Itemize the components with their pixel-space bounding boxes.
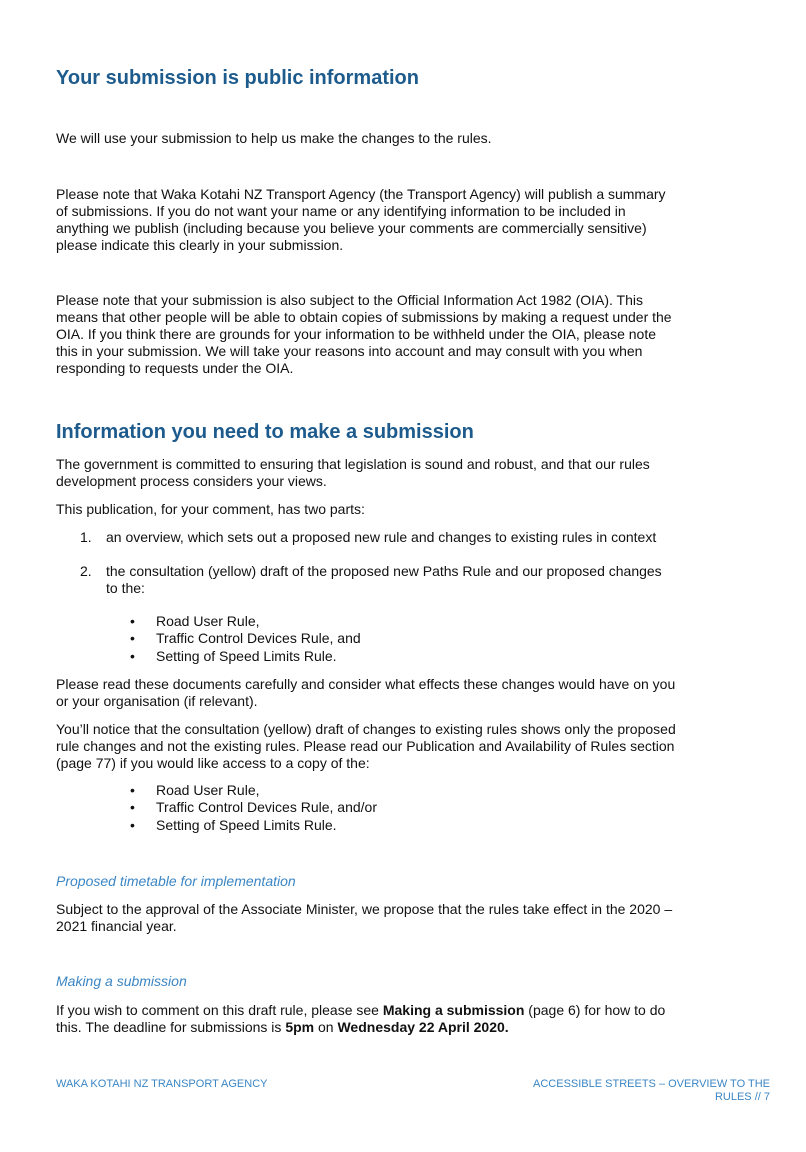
list-number: 1.: [80, 529, 92, 545]
paragraph-yellow-draft: You’ll notice that the consultation (yellow) draft of changes to existing rules shows only the proposed rule changes and not the existing rules. Please read our Publication and Availability of Rules section (page 77) if you would like access to a copy of the:: [56, 721, 676, 771]
deadline-date: Wednesday 22 April 2020.: [337, 1019, 509, 1035]
bullet-item-speed-limits: Setting of Speed Limits Rule.: [156, 817, 337, 833]
paragraph-use-submission: We will use your submission to help us make the changes to the rules.: [56, 130, 492, 146]
subheading-timetable: Proposed timetable for implementation: [56, 873, 296, 889]
paragraph-read-documents: Please read these documents carefully and consider what effects these changes would have on you or your organisation (if relevant).: [56, 676, 676, 709]
making-text-2: (page 6) for how to do this. The deadline for submissions is: [56, 1002, 666, 1035]
making-text-3: on: [314, 1019, 338, 1035]
section-heading-public-information: Your submission is public information: [56, 67, 419, 89]
paragraph-timetable: Subject to the approval of the Associate Minister, we propose that the rules take effect in the 2020 – 2021 financial year.: [56, 901, 673, 934]
subheading-making-submission: Making a submission: [56, 973, 187, 989]
footer-title-line1: ACCESSIBLE STREETS – OVERVIEW TO THE: [533, 1078, 770, 1090]
paragraph-oia: Please note that your submission is also subject to the Official Information Act 1982 (OIA). This means that other people will be able to obtain copies of submissions by making a request under the OIA. If you think there are grounds for your information to be withheld under the OIA, please note this in your submission. We will take your reasons into account and may consult with you when responding to requests under the OIA.: [56, 292, 672, 376]
bullet-item-road-user-rule: Road User Rule,: [156, 782, 260, 798]
bullet-item-road-user-rule: Road User Rule,: [156, 613, 260, 629]
list-item-consultation-draft: the consultation (yellow) draft of the proposed new Paths Rule and our proposed changes to the:: [106, 563, 662, 596]
deadline-time: 5pm: [285, 1019, 315, 1035]
footer-title-line2: RULES // 7: [714, 1091, 770, 1103]
footer-agency: WAKA KOTAHI NZ TRANSPORT AGENCY: [56, 1078, 268, 1090]
paragraph-making-submission: [56, 1002, 681, 1036]
bullet-marker: •: [130, 648, 135, 664]
bullet-item-speed-limits: Setting of Speed Limits Rule.: [156, 648, 337, 664]
making-text-1: If you wish to comment on this draft rule, please see: [56, 1002, 383, 1018]
bullet-marker: •: [130, 817, 135, 833]
making-submission-link-text: Making a submission: [382, 1002, 525, 1018]
list-number: 2.: [80, 563, 92, 579]
bullet-marker: •: [130, 782, 135, 798]
paragraph-publish-summary: Please note that Waka Kotahi NZ Transport Agency (the Transport Agency) will publish a summary of submissions. If you do not want your name or any identifying information to be included in anything we publish (including because you believe your comments are commercially sensitive) please indicate this clearly in your submission.: [56, 186, 666, 253]
bullet-marker: •: [130, 799, 135, 815]
bullet-marker: •: [130, 613, 135, 629]
bullet-item-traffic-control: Traffic Control Devices Rule, and: [156, 630, 361, 646]
footer-title: [533, 1078, 770, 1104]
paragraph-two-parts: This publication, for your comment, has two parts:: [56, 501, 365, 517]
bullet-item-traffic-control: Traffic Control Devices Rule, and/or: [156, 799, 377, 815]
paragraph-government-committed: The government is committed to ensuring that legislation is sound and robust, and that our rules development process considers your views.: [56, 456, 650, 489]
list-item-overview: an overview, which sets out a proposed new rule and changes to existing rules in context: [106, 529, 657, 545]
bullet-marker: •: [130, 630, 135, 646]
section-heading-information-needed: Information you need to make a submission: [56, 421, 474, 443]
